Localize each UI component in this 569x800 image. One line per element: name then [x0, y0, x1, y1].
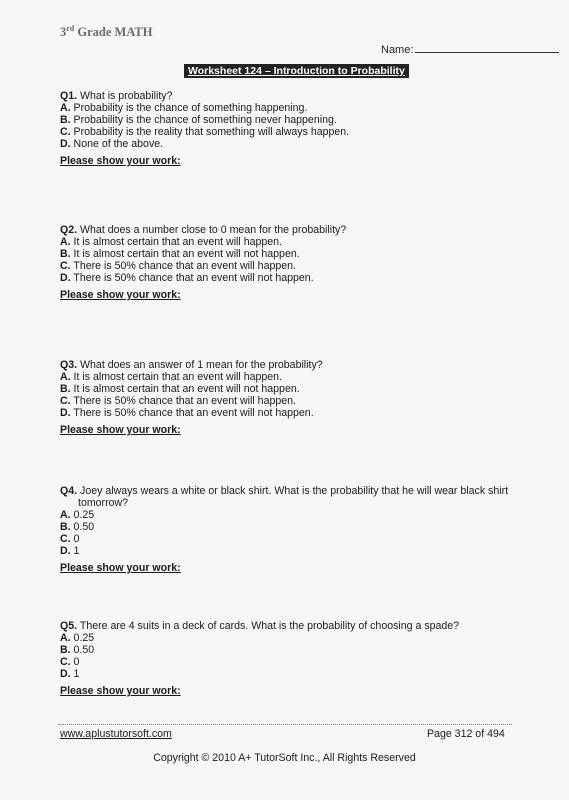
worksheet-topic: Introduction to Probability — [273, 65, 405, 77]
copyright-notice: Copyright © 2010 A+ TutorSoft Inc., All Rights Reserved — [153, 752, 416, 764]
show-work-prompt: Please show your work: — [60, 685, 181, 697]
option-a: A. 0.25 — [60, 509, 95, 521]
page-number: Page 312 of 494 — [427, 728, 505, 740]
question-1 — [60, 90, 349, 167]
option-c: C. Probability is the reality that something will always happen. — [60, 126, 350, 138]
option-b: B. 0.50 — [60, 644, 95, 656]
option-b: B. Probability is the chance of something never happening. — [60, 114, 337, 126]
option-b: B. It is almost certain that an event will not happen. — [60, 248, 300, 260]
show-work-prompt: Please show your work: — [60, 424, 181, 436]
question-2 — [60, 224, 346, 301]
show-work-prompt: Please show your work: — [60, 155, 181, 167]
option-d: D. There is 50% chance that an event will not happen. — [60, 407, 314, 419]
grade-ordinal: rd — [66, 24, 75, 33]
question-stem: Q2. What does a number close to 0 mean for the probability? — [60, 224, 347, 236]
show-work-prompt: Please show your work: — [60, 289, 181, 301]
option-d: D. 1 — [60, 545, 80, 557]
worksheet-title — [184, 64, 409, 78]
name-blank-line — [415, 42, 559, 53]
website-link[interactable]: www.aplustutorsoft.com — [60, 728, 172, 740]
grade-number: 3 — [60, 25, 67, 39]
option-d: D. There is 50% chance that an event will not happen. — [60, 272, 314, 284]
question-3 — [60, 359, 323, 436]
option-c: C. There is 50% chance that an event will happen. — [60, 395, 296, 407]
option-c: C. 0 — [60, 533, 80, 545]
option-d: D. None of the above. — [60, 138, 164, 150]
option-a: A. 0.25 — [60, 632, 95, 644]
question-stem: Q5. There are 4 suits in a deck of cards. What is the probability of choosing a spade? — [60, 620, 460, 632]
grade-subject: Grade MATH — [77, 25, 153, 39]
option-c: C. There is 50% chance that an event will happen. — [60, 260, 296, 272]
option-b: B. It is almost certain that an event will not happen. — [60, 383, 300, 395]
worksheet-number: Worksheet 124 – — [188, 65, 274, 77]
question-stem-continued: tomorrow? — [78, 497, 129, 509]
option-a: A. It is almost certain that an event will happen. — [60, 236, 283, 248]
question-stem: Q4. Joey always wears a white or black shirt. What is the probability that he will wear black shirt — [60, 485, 509, 497]
grade-heading — [60, 24, 152, 40]
footer-divider — [58, 724, 512, 725]
question-5 — [60, 620, 459, 697]
option-a: A. It is almost certain that an event will happen. — [60, 371, 283, 383]
option-b: B. 0.50 — [60, 521, 95, 533]
option-c: C. 0 — [60, 656, 80, 668]
name-field — [381, 42, 559, 56]
question-stem: Q3. What does an answer of 1 mean for the probability? — [60, 359, 323, 371]
name-label: Name: — [381, 44, 414, 56]
option-d: D. 1 — [60, 668, 80, 680]
show-work-prompt: Please show your work: — [60, 562, 181, 574]
question-4 — [60, 485, 508, 574]
question-stem: Q1. What is probability? — [60, 90, 173, 102]
option-a: A. Probability is the chance of something happening. — [60, 102, 308, 114]
